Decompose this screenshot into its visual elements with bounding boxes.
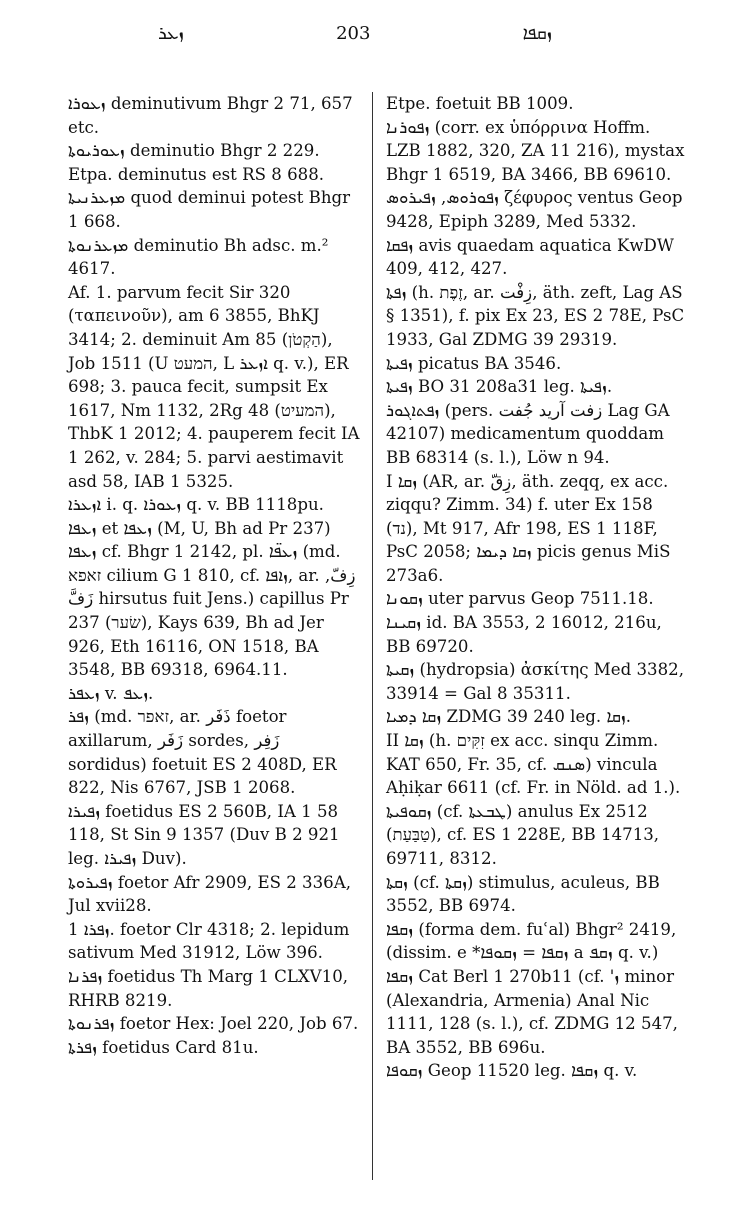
- dictionary-entry: I ܙܩܐ (AR, ar. زِقّ, äth. zeqq, ex acc. ziqqu? Zimm. 34) f. uter Ex 158 (נד), Mt 917, Afr 198, ES 1 118F, PsC 2058; ܙܩܐ ܕܝܡܐ picis genus MiS 273a6.: [386, 471, 671, 585]
- header-right-word: ܙܩܦܐ: [522, 22, 552, 44]
- dictionary-entry: ܙܦܝܬܐ BO 31 208a31 leg. ܙܦܝܬܐ.: [386, 377, 613, 397]
- right-column: [386, 92, 688, 1083]
- dictionary-entry: ܙܦܪܐ 1. foetor Clr 4318; 2. lepidum sativum Med 31912, Löw 396.: [68, 919, 350, 963]
- dictionary-entry: ܙܩܐ ܕܡܝܐ ZDMG 39 240 leg. ܙܩܐ.: [386, 707, 632, 727]
- dictionary-entry: Etpa. deminutus est RS 8 688.: [68, 164, 325, 184]
- column-divider: [372, 92, 373, 1180]
- header-left-word: ܙܥܪ: [158, 22, 184, 44]
- dictionary-entry: ܙܩܝܢܐ id. BA 3553, 2 16012, 216u, BB 69720.: [386, 613, 662, 656]
- dictionary-entry: Etpe. foetuit BB 1009.: [386, 94, 574, 113]
- page-header: [28, 18, 722, 48]
- dictionary-entry: ܙܦܪ (md. זאפר, ar. ذَفَر foetor axillarum, زَفَر sordes, زَفِر sordidus) foetuit ES 2 408D, ER 822, Nis 6767, JSB 1 2068.: [68, 707, 337, 798]
- dictionary-entry: ܡܙܥܪܢܝܬܐ quod deminui potest Bhgr 1 668.: [68, 188, 351, 231]
- page-number: 203: [336, 22, 371, 44]
- dictionary-entry: ܙܩܬܐ (cf. ܙܩܬܐ) stimulus, aculeus, BB 3552, BB 6974.: [386, 872, 660, 916]
- dictionary-entry: ܙܦܬܐܓܘܪ (pers. زفت آريد جُفت Lag GA 42107) medicamentum quoddam BB 68314 (s. l.), Löw n 94.: [386, 400, 670, 467]
- dictionary-entry: ܙܦܬܐ (h. זֶפֶת, ar. زِفْت, äth. zeft, Lag AS § 1351), f. pix Ex 23, ES 2 78E, PsC 1933, Gal ZDMG 39 29319.: [386, 282, 685, 349]
- dictionary-entry: ܙܦܝܪܘܬܐ foetor Afr 2909, ES 2 336A, Jul xvii28.: [68, 872, 351, 916]
- dictionary-entry: ܙܥܘܪܐ deminutivum Bhgr 2 71, 657 etc.: [68, 94, 353, 137]
- dictionary-entry: ܙܩܦܐ (forma dem. fuʿal) Bhgr² 2419, (dissim. e *ܙܩܦܐ = ܙܩܘܦܐ a ܙܩܦ q. v.) ܙܩܦܐ Cat Berl 1 270b11 (cf. 'ܙ minor (Alexandria, Armenia) Anal Nic 1111, 128 (s. l.), cf. ZDMG 12 547, BA 3552, BB 696u.: [386, 919, 678, 1057]
- dictionary-entry: ܙܩܝܬܐ (hydropsia) ἀσκίτης Med 3382, 33914 = Gal 8 35311.: [386, 660, 685, 703]
- dictionary-entry: ܙܦܘܪܘܣ, ܙܦܝܪܘܣ ζέφυρος ventus Geop 9428, Epiph 3289, Med 5332.: [386, 188, 683, 231]
- dictionary-entry: Af. 1. parvum fecit Sir 320 (ταπεινοῦν), am 6 3855, BhKJ 3414; 2. deminuit Am 85 (הַקְטֹן), Job 1511 (U המעט, L ܐܙܥܪ q. v.), ER 698; 3. pauca fecit, sumpsit Ex 1617, Nm 1132, 2Rg 48 (המעיט), ThbK 1 2012; 4. pauperem fecit IA 1 262, v. 284; 5. parvi aestimavit asd 58, IAB 1 5325.: [68, 282, 360, 491]
- dictionary-entry: ܙܦܝܬܐ picatus BA 3546.: [386, 353, 562, 373]
- dictionary-entry: ܙܦܘܪܢܐ (corr. ex ὑπόρρινα Hoffm. LZB 1882, 320, ZA 11 216), mystax Bhgr 1 6519, BA 3466, BB 69610.: [386, 117, 685, 184]
- dictionary-entry: ܙܩܘܢܐ uter parvus Geop 7511.18.: [386, 589, 654, 609]
- dictionary-entry: ܙܦܪܢܘܬܐ foetor Hex: Joel 220, Job 67.: [68, 1014, 359, 1034]
- dictionary-entry: ܙܦܪܬܐ foetidus Card 81u.: [68, 1037, 259, 1057]
- dictionary-entry: ܐܙܥܪܐ i. q. ܙܥܘܪܐ q. v. BB 1118pu.: [68, 495, 324, 515]
- dictionary-entry: ܙܦܩܐ avis quaedam aquatica KwDW 409, 412, 427.: [386, 235, 674, 279]
- dictionary-entry: ܙܦܝܪܐ foetidus ES 2 560B, IA 1 58 118, St Sin 9 1357 (Duv B 2 921 leg. ܙܦܝܪܐ Duv).: [68, 801, 340, 868]
- left-column: [68, 92, 360, 1059]
- dictionary-entry: ܙܥܦܪ v. ܙܥܦ.: [68, 683, 154, 703]
- dictionary-entry: ܙܩܘܦܝܬܐ (cf. ܛܒܥܬܐ) anulus Ex 2512 (טַבַּעַת), cf. ES 1 228E, BB 14713, 69711, 8312.: [386, 801, 660, 868]
- dictionary-entry: II ܙܩܐ (h. זִקִּים ex acc. sinqu Zimm. KAT 650, Fr. 35, cf. ܣܢܩ) vincula Aḥiḳar 6611 (cf. Fr. in Nöld. ad 1.).: [386, 731, 681, 798]
- dictionary-entry: ܡܙܥܪܢܘܬܐ deminutio Bh adsc. m.² 4617.: [68, 235, 329, 279]
- dictionary-entry: ܙܥܘܪܝܘܬܐ deminutio Bhgr 2 229.: [68, 141, 320, 161]
- dictionary-entry: ܙܦܪܢܐ foetidus Th Marg 1 CLXV10, RHRB 8219.: [68, 966, 349, 1010]
- dictionary-entry: ܙܩܘܦܐ Geop 11520 leg. ܙܩܦܐ q. v.: [386, 1061, 638, 1081]
- dictionary-entry: ܙܥܦܐ et ܙܥܦܐ (M, U, Bh ad Pr 237) ܙܥܦܐ cf. Bhgr 1 2142, pl. ܙܥܦ̈ܐ (md. זאפא cilium G 1 810, cf. ܙܐܦܐ, ar. زِفّ, زَفَّ hirsutus fuit Jens.) capillus Pr 237 (שׂער), Kays 639, Bh ad Jer 926, Eth 16116, ON 1518, BA 3548, BB 69318, 6964.11.: [68, 518, 356, 680]
